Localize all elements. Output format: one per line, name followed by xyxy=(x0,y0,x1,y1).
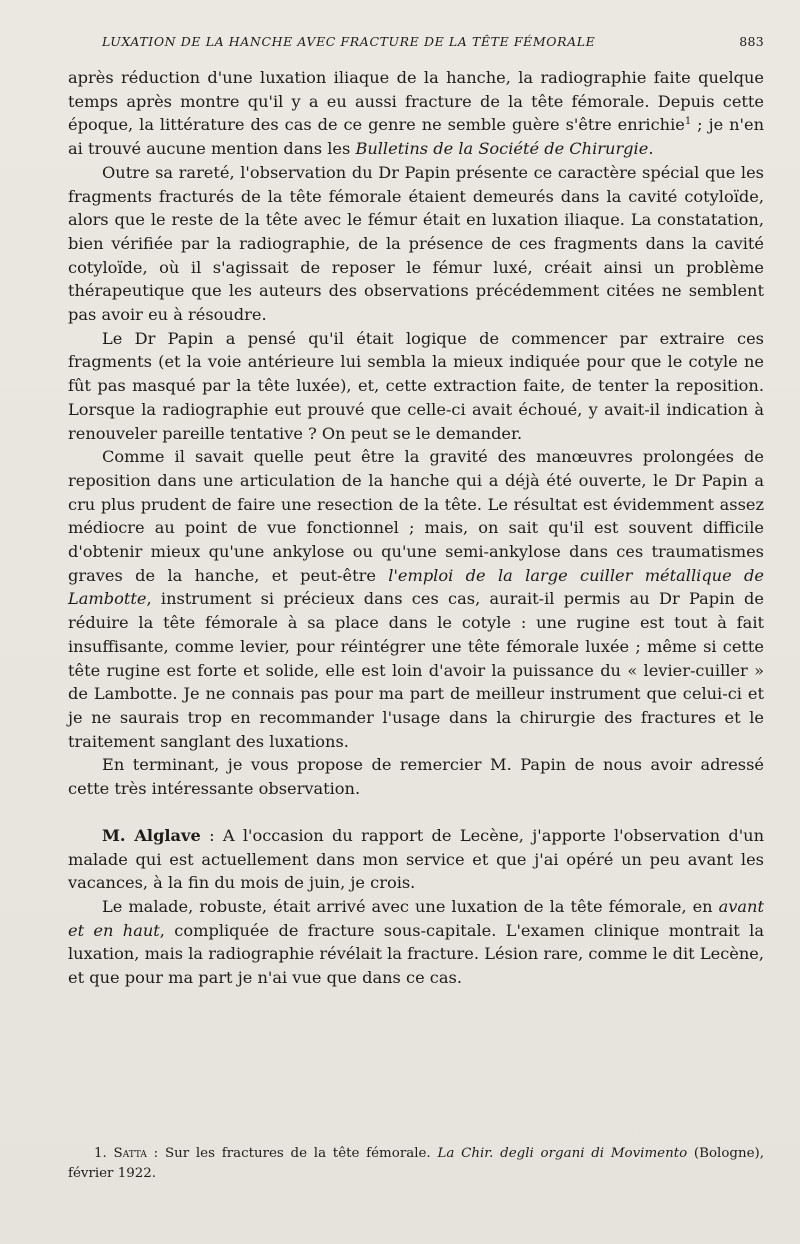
section-gap xyxy=(68,801,764,824)
running-header xyxy=(102,34,764,56)
text-run: (Bologne), février 1922. xyxy=(68,1146,764,1181)
footnote-1 xyxy=(68,1144,764,1184)
page-number: 883 xyxy=(739,34,764,49)
speaker-name: M. Alglave xyxy=(102,825,201,845)
text-run: Comme il savait quelle peut être la gravité des manœuvres prolongées de reposition dans une articulation de la hanche qui a déjà été ouverte, le Dr Papin a cru plus prudent de faire une resection de la tête. Le résultat est évidemment assez médiocre au point de vue fonctionnel ; mais, on sait qu'il est souvent difficile d'obtenir mieux qu'une ankylose ou qu'une semi-ankylose dans ces traumatismes graves de la hanche, et peut-être xyxy=(68,447,764,585)
paragraph-resection xyxy=(68,445,764,753)
footnote-ref: 1 xyxy=(684,116,692,128)
journal-title: Bulletins de la Société de Chirurgie xyxy=(355,139,649,159)
paragraph-rarity: Outre sa rareté, l'observation du Dr Papin présente ce caractère spécial que les fragments fracturés de la tête fémorale étaient demeurés dans la cavité cotyloïde, alors que le reste de la tête avec le fémur était en luxation iliaque. La constatation, bien vérifiée par la radiographie, de la présence de ces fragments dans la cavité cotyloïde, où il s'agissait de reposer le fémur luxé, créait ainsi un problème thérapeutique que les auteurs des observations précédemment citées ne semblent pas avoir eu à résoudre. xyxy=(68,162,764,325)
emphasis-text: avant et en haut xyxy=(68,896,764,940)
text-run: après réduction d'une luxation iliaque de la hanche, la radiographie faite quelque temps après montre qu'il y a eu aussi fracture de la tête fémorale. Depuis cette époque, la littérature des cas de ce genre ne semble guère s'être enrichie xyxy=(68,68,764,135)
paragraph-patient xyxy=(68,895,764,990)
footnote-author: Satta xyxy=(113,1146,147,1161)
text-run: ; je n'en ai trouvé aucune mention dans les xyxy=(68,115,764,159)
journal-title: La Chir. degli organi di Movimento xyxy=(437,1146,688,1161)
footnote-number: 1. xyxy=(94,1146,114,1161)
text-run: . xyxy=(648,139,654,159)
paragraph-continued xyxy=(68,66,764,161)
text-run: , instrument si précieux dans ces cas, aurait-il permis au Dr Papin de réduire la tête fémorale à sa place dans le cotyle : une rugine est tout à fait insuffisante, comme levier, pour réintégrer une tête fémorale luxée ; même si cette tête rugine est forte et solide, elle est loin d'avoir la puissance du « levier-cuiller » de Lambotte. Je ne connais pas pour ma part de meilleur instrument que celui-ci et je ne saurais trop en recommander l'usage dans la chirurgie des fractures et le traitement sanglant des luxations. xyxy=(68,589,764,751)
text-run: : Sur les fractures de la tête fémorale. xyxy=(146,1146,438,1161)
text-run: , compliquée de fracture sous-capitale. L'examen clinique montrait la luxation, mais la radiographie révélait la fracture. Lésion rare, comme le dit Lecène, et que pour ma part je n'ai vue que dans ce cas. xyxy=(68,920,764,988)
text-run: : A l'occasion du rapport de Lecène, j'apporte l'observation d'un malade qui est actuellement dans mon service et que j'ai opéré un peu avant les vacances, à la fin du mois de juin, je crois. xyxy=(68,825,765,893)
paragraph-procedure: Le Dr Papin a pensé qu'il était logique de commencer par extraire ces fragments (et la voie antérieure lui sembla la mieux indiquée pour que le cotyle ne fût pas masqué par la tête luxée), et, cette extraction faite, de tenter la reposition. Lorsque la radiographie eut prouvé que celle-ci avait échoué, y avait-il indication à renouveler pareille tentative ? On peut se le demander. xyxy=(68,328,764,443)
paragraph-alglave xyxy=(68,824,764,895)
paragraph-conclusion: En terminant, je vous propose de remercier M. Papin de nous avoir adressé cette très intéressante observation. xyxy=(68,755,764,799)
body-text xyxy=(68,66,764,990)
text-run: Le malade, robuste, était arrivé avec une luxation de la tête fémorale, en xyxy=(102,896,719,916)
running-title: LUXATION DE LA HANCHE AVEC FRACTURE DE LA TÊTE FÉMORALE xyxy=(102,34,596,49)
footnote-area xyxy=(68,1144,764,1184)
emphasis-text: l'emploi de la large cuiller métallique de Lambotte xyxy=(68,565,764,609)
